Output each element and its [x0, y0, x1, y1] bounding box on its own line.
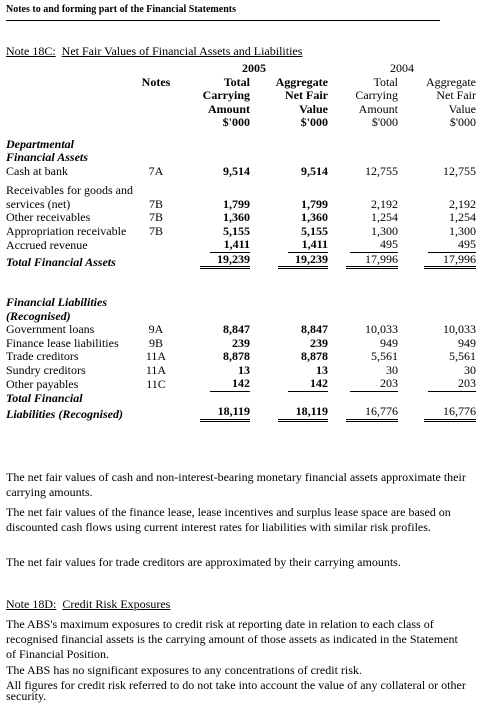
col-header-unit-2005b: $'000 — [300, 115, 328, 129]
year-header-row — [6, 62, 476, 76]
table-row — [6, 323, 476, 337]
row-label: Receivables for goods and — [6, 183, 133, 197]
row-label: Finance lease liabilities — [6, 335, 119, 350]
fair-2004: 203 — [428, 377, 476, 392]
col-header-net-fair-2005: Net Fair — [285, 88, 328, 102]
row-note: 9A — [148, 322, 164, 336]
col-header-amount-2005: Amount — [207, 101, 250, 116]
row-label: Appropriation receivable — [6, 223, 127, 238]
col-header-carrying-2004: Carrying — [355, 88, 398, 102]
fair-2005: 1,799 — [301, 196, 328, 211]
carrying-2004: 5,561 — [371, 349, 398, 363]
col-header-aggregate-2004: Aggregate — [426, 74, 476, 89]
liabilities-total-fair-2004: 16,776 — [424, 405, 476, 422]
carrying-2004: 1,254 — [371, 210, 398, 224]
col-header-total-2004: Total — [373, 74, 398, 89]
table-row — [6, 165, 476, 179]
carrying-2004: 12,755 — [365, 163, 398, 178]
note-18c-heading: Net Fair Values of Financial Assets and Liabilities — [61, 44, 303, 58]
table-row — [6, 211, 476, 225]
col-header-net-fair-2004: Net Fair — [436, 88, 476, 102]
row-label: Cash at bank — [6, 163, 68, 178]
liabilities-heading-line-1: Financial Liabilities — [6, 295, 108, 309]
column-header-row-1 — [6, 76, 476, 90]
fair-2004: 949 — [458, 335, 476, 350]
row-label: Government loans — [6, 322, 95, 336]
col-header-aggregate-2005: Aggregate — [275, 74, 328, 89]
note-18c-number: Note 18C: — [6, 44, 56, 58]
fair-2005: 9,514 — [301, 163, 328, 178]
row-label-continued: services (net) — [6, 196, 71, 211]
fair-value-paragraph-3: The net fair values for trade creditors are approximated by their carrying amounts. — [6, 555, 401, 569]
row-note: 11C — [146, 377, 166, 391]
row-label: Accrued revenue — [6, 238, 88, 252]
note-18c-title — [6, 44, 302, 59]
liabilities-total-carrying-2005: 18,119 — [200, 405, 250, 422]
col-header-carrying-2005: Carrying — [202, 88, 250, 102]
carrying-2004: 10,033 — [365, 322, 398, 336]
assets-total-fair-2005: 19,239 — [278, 253, 328, 270]
assets-heading-line-1: Departmental — [6, 136, 74, 151]
notes-column-header: Notes — [141, 74, 171, 89]
row-note: 7B — [148, 210, 163, 224]
fair-value-table — [6, 62, 476, 422]
row-note: 7B — [148, 196, 163, 211]
fair-2005: 142 — [288, 377, 328, 392]
fair-value-paragraph-2: The net fair values of the finance lease, lease incentives and surplus lease space are based on discounted cash flows using current interest rates for liabilities with similar risk profiles. — [6, 505, 451, 534]
table-row — [6, 337, 476, 351]
liabilities-heading-row-2 — [6, 310, 476, 324]
year-2004: 2004 — [390, 61, 414, 75]
assets-total-fair-2004: 17,996 — [424, 253, 476, 270]
fair-2004: 1,254 — [449, 210, 476, 224]
row-note: 11A — [145, 362, 167, 377]
assets-heading-row-1 — [6, 138, 476, 152]
table-row — [6, 184, 476, 198]
fair-2005: 5,155 — [301, 223, 328, 238]
carrying-2004: 495 — [350, 238, 398, 253]
carrying-2004: 2,192 — [371, 196, 398, 211]
carrying-2005: 8,847 — [223, 322, 250, 336]
carrying-2004: 203 — [350, 377, 398, 392]
table-row — [6, 225, 476, 239]
carrying-2004: 949 — [380, 335, 398, 350]
table-row — [6, 350, 476, 364]
credit-risk-paragraph-1: The ABS's maximum exposures to credit risk at reporting date in relation to each class of recognised financial assets is the carrying amount of those assets as indicated in the Statement of Financial Position. — [6, 617, 458, 661]
col-header-unit-2004a: $'000 — [371, 115, 398, 129]
fair-2004: 10,033 — [443, 322, 476, 336]
fair-2005: 13 — [316, 362, 328, 377]
fair-2005: 8,847 — [301, 322, 328, 336]
carrying-2005: 239 — [232, 335, 250, 350]
assets-total-carrying-2004: 17,996 — [346, 253, 398, 270]
carrying-2005: 142 — [210, 377, 250, 392]
col-header-total-2005: Total — [223, 74, 250, 89]
table-row — [6, 198, 476, 212]
row-label: Other receivables — [6, 210, 91, 224]
row-note: 11A — [145, 349, 167, 363]
row-label: Sundry creditors — [6, 362, 86, 377]
fair-2005: 239 — [310, 335, 328, 350]
carrying-2005: 8,878 — [223, 349, 250, 363]
assets-heading-line-2: Financial Assets — [6, 150, 88, 164]
carrying-2005: 1,411 — [210, 238, 250, 253]
row-note — [132, 238, 180, 253]
carrying-2005: 13 — [238, 362, 250, 377]
col-header-unit-2005a: $'000 — [222, 115, 250, 129]
fair-2004: 2,192 — [449, 196, 476, 211]
carrying-2005: 1,360 — [223, 210, 250, 224]
assets-heading-row-2 — [6, 151, 476, 165]
fair-2004: 30 — [464, 362, 476, 377]
running-header: Notes to and forming part of the Financial Statements — [6, 4, 236, 15]
liabilities-heading-row-1 — [6, 296, 476, 310]
row-note: 7B — [148, 223, 163, 238]
fair-2004: 5,561 — [449, 349, 476, 363]
column-header-row-3 — [6, 103, 476, 117]
liabilities-total-carrying-2004: 16,776 — [346, 405, 398, 422]
carrying-2005: 5,155 — [223, 223, 250, 238]
fair-2004: 12,755 — [443, 163, 476, 178]
header-rule — [6, 20, 440, 21]
row-note: 9B — [148, 335, 163, 350]
liabilities-total-fair-2005: 18,119 — [278, 405, 328, 422]
liabilities-total-label-line-1: Total Financial — [6, 390, 83, 405]
column-header-row-4 — [6, 116, 476, 130]
assets-total-carrying-2005: 19,239 — [200, 253, 250, 270]
fair-value-paragraph-1: The net fair values of cash and non-interest-bearing monetary financial assets approximate their carrying amounts. — [6, 470, 466, 499]
col-header-unit-2004b: $'000 — [449, 115, 476, 129]
fair-2004: 1,300 — [449, 223, 476, 238]
liabilities-total-row-2 — [6, 405, 476, 422]
row-note: 7A — [148, 163, 164, 178]
credit-risk-paragraph-2: The ABS has no significant exposures to any concentrations of credit risk. — [6, 663, 362, 677]
table-row — [6, 238, 476, 253]
carrying-2004: 30 — [386, 362, 398, 377]
carrying-2004: 1,300 — [371, 223, 398, 238]
carrying-2005: 1,799 — [223, 196, 250, 211]
assets-total-label: Total Financial Assets — [6, 254, 116, 269]
note-18d-title — [6, 597, 170, 612]
col-header-value-2005: Value — [299, 101, 328, 116]
row-label: Other payables — [6, 377, 79, 391]
fair-2005: 8,878 — [301, 349, 328, 363]
table-row — [6, 377, 476, 392]
liabilities-heading-line-2: (Recognised) — [6, 308, 71, 323]
assets-total-row — [6, 253, 476, 270]
column-header-row-2 — [6, 89, 476, 103]
credit-risk-paragraph-3: All figures for credit risk referred to do not take into account the value of any collateral or other security. — [6, 678, 466, 703]
fair-2005: 1,411 — [288, 238, 328, 253]
carrying-2005: 9,514 — [223, 163, 250, 178]
note-18d-number: Note 18D: — [6, 597, 57, 611]
fair-2005: 1,360 — [301, 210, 328, 224]
liabilities-total-row-1 — [6, 392, 476, 406]
fair-2004: 495 — [428, 238, 476, 253]
liabilities-total-label-line-2: Liabilities (Recognised) — [6, 407, 123, 421]
year-2005: 2005 — [242, 61, 266, 75]
row-label: Trade creditors — [6, 349, 79, 363]
col-header-value-2004: Value — [448, 101, 476, 116]
note-18d-heading: Credit Risk Exposures — [62, 597, 171, 611]
table-row — [6, 364, 476, 378]
col-header-amount-2004: Amount — [358, 101, 398, 116]
